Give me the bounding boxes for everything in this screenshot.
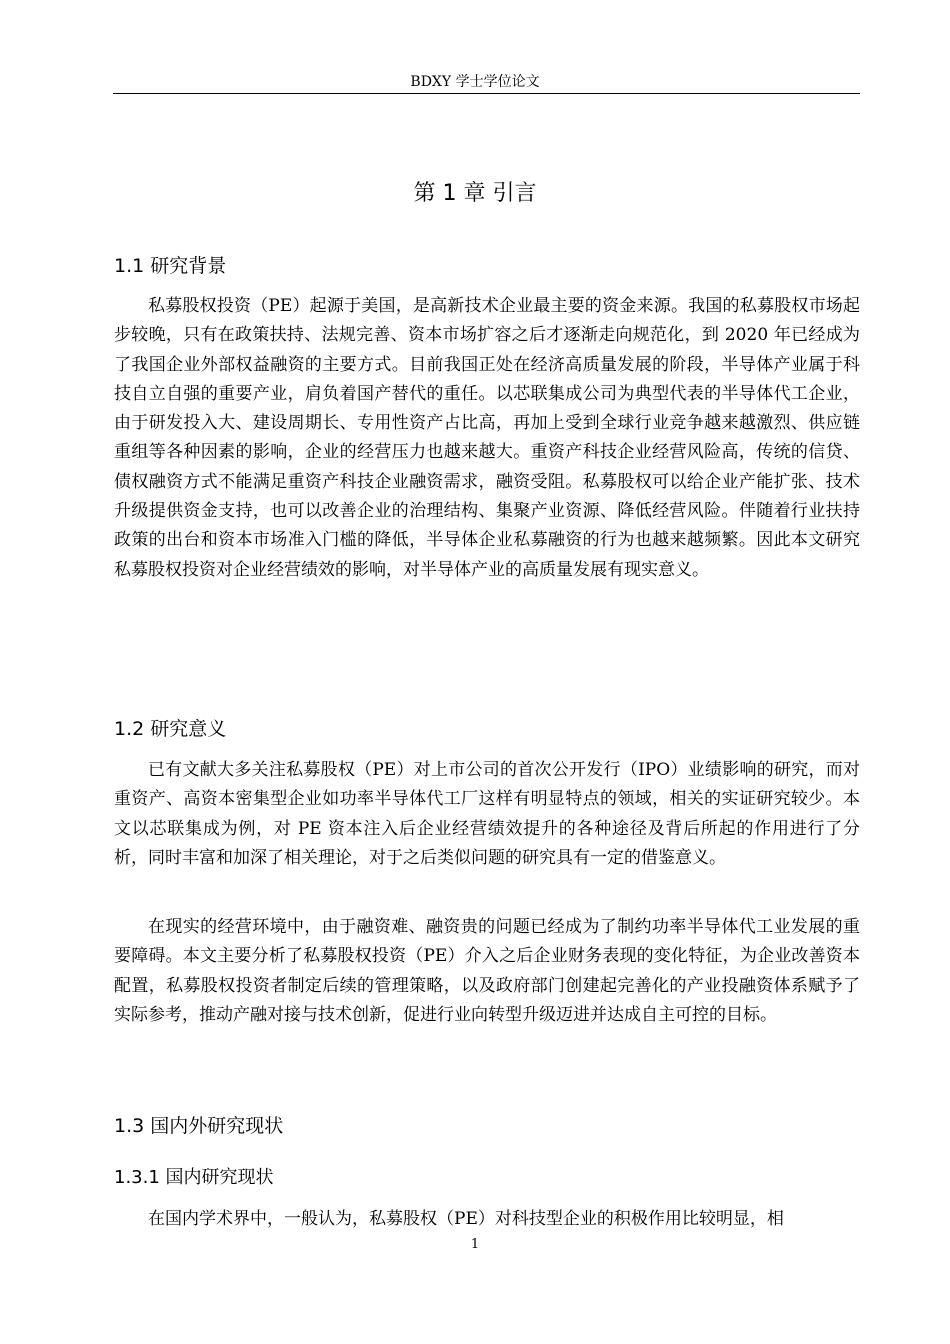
header-divider [113, 93, 860, 94]
paragraph-domestic-research: 在国内学术界中，一般认为，私募股权（PE）对科技型企业的积极作用比较明显，相 [148, 1209, 784, 1229]
subsection-heading-1-3-1: 1.3.1 国内研究现状 [114, 1167, 274, 1188]
page-number: 1 [470, 1237, 480, 1252]
running-header: BDXY 学士学位论文 [410, 74, 540, 90]
chapter-title: 第 1 章 引言 [413, 181, 537, 206]
paragraph-research-significance-theory: 已有文献大多关注私募股权（PE）对上市公司的首次公开发行（IPO）业绩影响的研究，而对重资产、高资本密集型企业如功率半导体代工厂这样有明显特点的领域，相关的实证研究较少。本文以芯联集成为例，对 PE 资本注入后企业经营绩效提升的各种途径及背后所起的作用进行了分析，同时丰富和加深了相关理论，对于之后类似问题的研究具有一定的借鉴意义。 [114, 760, 860, 868]
paragraph-research-significance-practice: 在现实的经营环境中，由于融资难、融资贵的问题已经成为了制约功率半导体代工业发展的重要障碍。本文主要分析了私募股权投资（PE）介入之后企业财务表现的变化特征，为企业改善资本配置，私募股权投资者制定后续的管理策略，以及政府部门创建起完善化的产业投融资体系赋予了实际参考，推动产融对接与技术创新，促进行业向转型升级迈进并达成自主可控的目标。 [114, 917, 860, 1025]
paragraph-research-background: 私募股权投资（PE）起源于美国，是高新技术企业最主要的资金来源。我国的私募股权市场起步较晚，只有在政策扶持、法规完善、资本市场扩容之后才逐渐走向规范化，到 2020 年已经成为了我国企业外部权益融资的主要方式。目前我国正处在经济高质量发展的阶段，半导体产业属于科技自立自强的重要产业，肩负着国产替代的重任。以芯联集成公司为典型代表的半导体代工企业，由于研发投入大、建设周期长、专用性资产占比高，再加上受到全球行业竞争越来越激烈、供应链重组等各种因素的影响，企业的经营压力也越来越大。重资产科技企业经营风险高，传统的信贷、债权融资方式不能满足重资产科技企业融资需求，融资受阻。私募股权可以给企业产能扩张、技术升级提供资金支持，也可以改善企业的治理结构、集聚产业资源、降低经营风险。伴随着行业扶持政策的出台和资本市场准入门槛的降低，半导体企业私募融资的行为也越来越频繁。因此本文研究私募股权投资对企业经营绩效的影响，对半导体产业的高质量发展有现实意义。 [114, 296, 860, 580]
section-heading-1-2: 1.2 研究意义 [114, 718, 227, 740]
section-heading-1-1: 1.1 研究背景 [114, 255, 227, 277]
section-heading-1-3: 1.3 国内外研究现状 [114, 1115, 284, 1137]
